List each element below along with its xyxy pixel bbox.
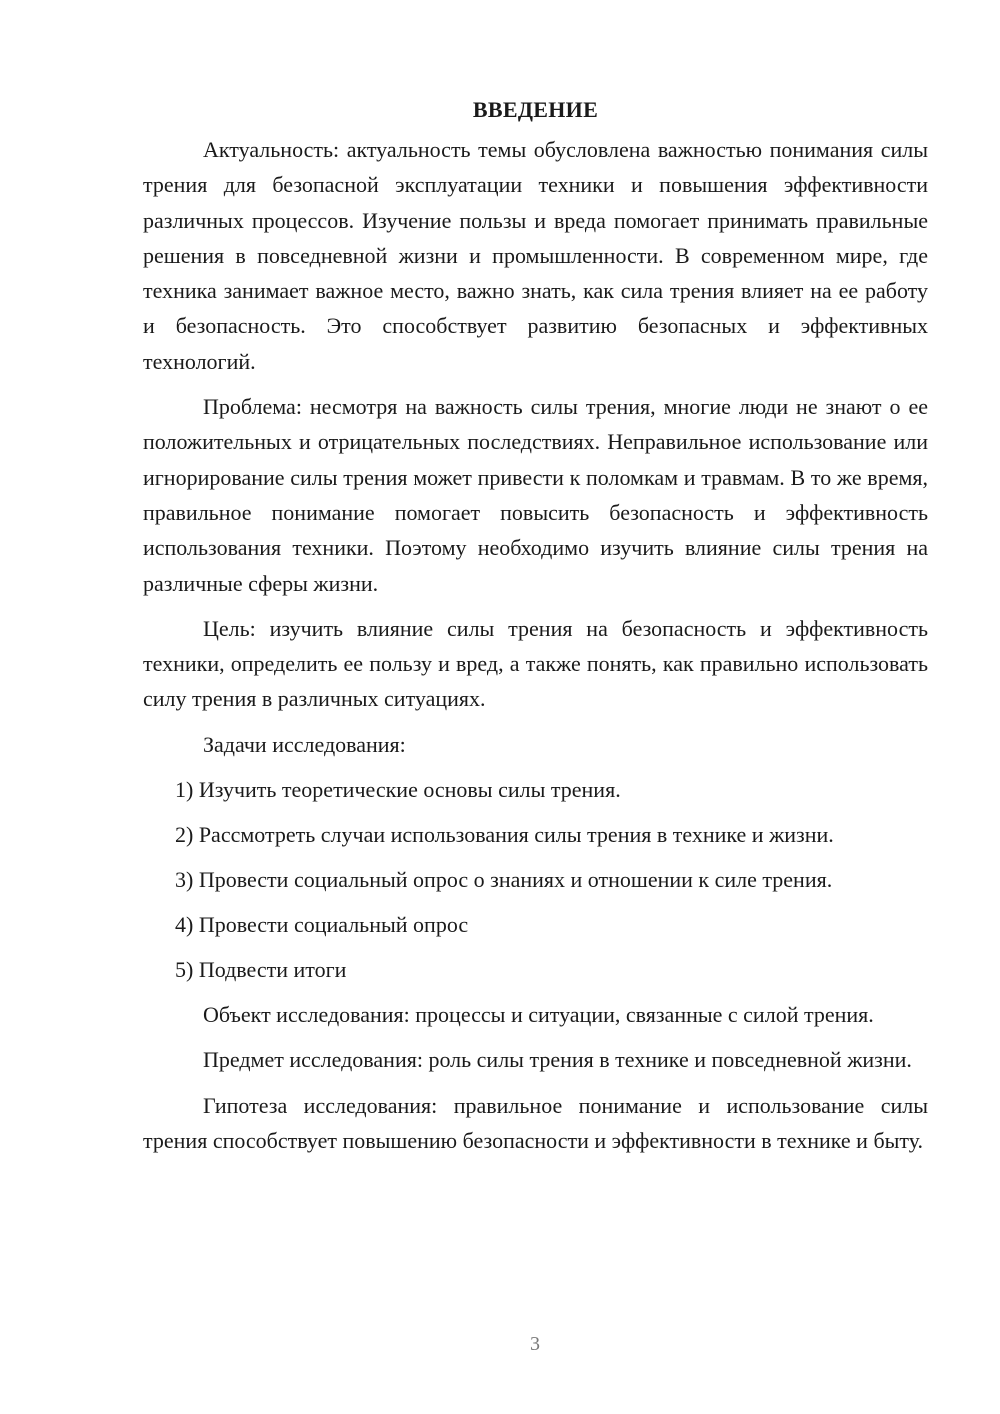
page-title: ВВЕДЕНИЕ (472, 97, 599, 122)
list-item: 1) Изучить теоретические основы силы трения. (175, 777, 621, 803)
list-item: 3) Провести социальный опрос о знаниях и отношении к силе трения. (175, 867, 833, 893)
paragraph-relevance: Актуальность: актуальность темы обусловлена важностью понимания силы трения для безопасной эксплуатации техники и повышения эффективности различных процессов. Изучение пользы и вреда помогает принимать правильные решения в повседневной жизни и промышленности. В современном мире, где техника занимает важное место, важно знать, как сила трения влияет на ее работу и безопасность. Это способствует развитию безопасных и эффективных технологий. (143, 137, 928, 374)
paragraph-goal: Цель: изучить влияние силы трения на безопасность и эффективность техники, определить ее пользу и вред, а также понять, как правильно использовать силу трения в различных ситуациях. (143, 615, 928, 712)
list-item: 5) Подвести итоги (175, 957, 347, 983)
list-item: 4) Провести социальный опрос (175, 912, 469, 938)
list-item: 2) Рассмотреть случаи использования силы трения в технике и жизни. (175, 822, 834, 848)
paragraph-tasks-heading: Задачи исследования: (203, 731, 406, 757)
paragraph-hypothesis: Гипотеза исследования: правильное понимание и использование силы трения способствует повышению безопасности и эффективности в технике и быту. (143, 1092, 928, 1153)
page-number: 3 (530, 1333, 540, 1355)
paragraph-problem: Проблема: несмотря на важность силы трения, многие люди не знают о ее положительных и отрицательных последствиях. Неправильное использование или игнорирование силы трения может привести к поломкам и травмам. В то же время, правильное понимание помогает повысить безопасность и эффективность использования техники. Поэтому необходимо изучить влияние силы трения на различные сферы жизни. (143, 394, 928, 596)
paragraph-subject: Предмет исследования: роль силы трения в технике и повседневной жизни. (203, 1047, 912, 1073)
tasks-list (143, 772, 928, 987)
document-page (143, 92, 928, 1168)
paragraph-object: Объект исследования: процессы и ситуации, связанные с силой трения. (203, 1002, 874, 1028)
